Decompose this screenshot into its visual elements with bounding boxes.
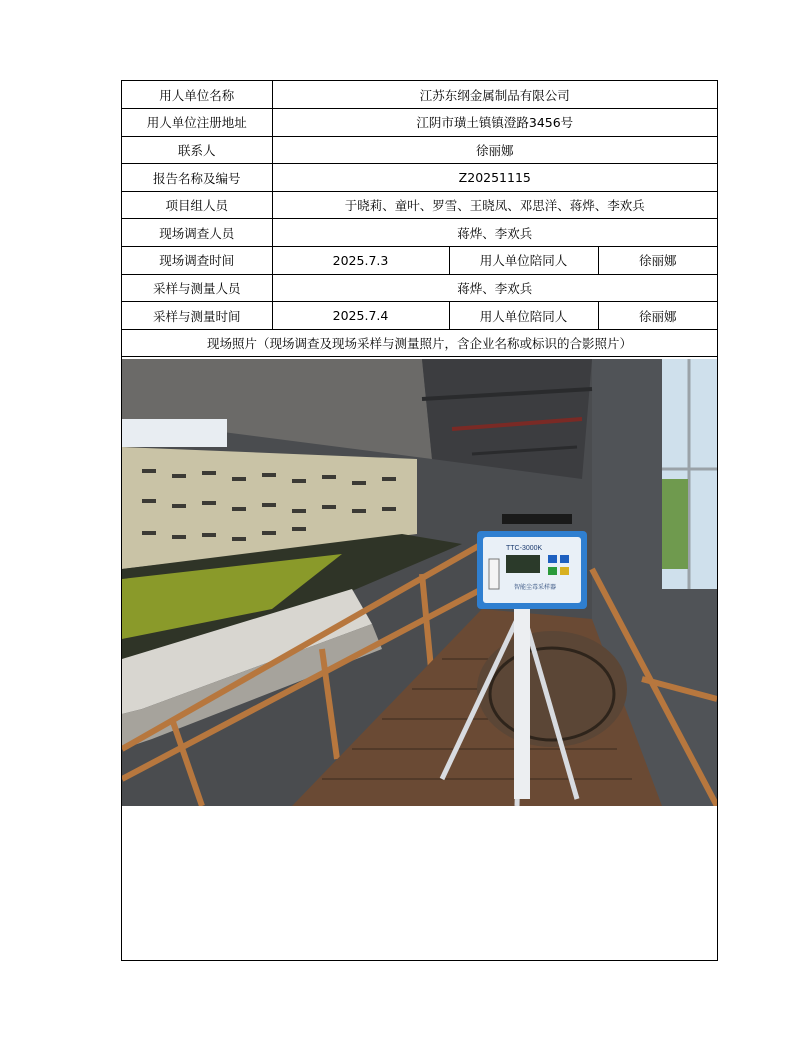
contact-label: 联系人 [122,136,272,164]
row-sampling-staff [122,274,717,302]
row-sampling-time [122,302,717,330]
row-photo-header [122,329,717,357]
sampling-companion-label: 用人单位陪同人 [449,302,598,330]
survey-companion-value: 徐丽娜 [598,247,717,275]
team-value: 于晓莉、童叶、罗雪、王晓凤、邓思洋、蒋烨、李欢兵 [272,191,717,219]
report-no-value: Z20251115 [272,164,717,192]
sampling-staff-label: 采样与测量人员 [122,274,272,302]
row-report-no [122,164,717,192]
device-label: 智能尘毒采样器 [514,584,557,591]
survey-staff-label: 现场调查人员 [122,219,272,247]
sampling-time-label: 采样与测量时间 [122,302,272,330]
contact-value: 徐丽娜 [272,136,717,164]
sampling-staff-value: 蒋烨、李欢兵 [272,274,717,302]
sampling-time-value: 2025.7.4 [272,302,449,330]
report-no-label: 报告名称及编号 [122,164,272,192]
row-contact [122,136,717,164]
survey-companion-label: 用人单位陪同人 [449,247,598,275]
row-unit-name [122,81,717,109]
unit-address-label: 用人单位注册地址 [122,109,272,137]
survey-time-value: 2025.7.3 [272,247,449,275]
unit-name-value: 江苏东纲金属制品有限公司 [272,81,717,109]
sampling-companion-value: 徐丽娜 [598,302,717,330]
row-survey-time [122,247,717,275]
record-sheet [121,80,718,961]
photo-header: 现场照片（现场调查及现场采样与测量照片，含企业名称或标识的合影照片） [122,329,717,357]
row-team [122,191,717,219]
unit-address-value: 江阴市璜土镇镇澄路3456号 [272,109,717,137]
row-survey-staff [122,219,717,247]
device-model: TTC-3000K [506,545,543,552]
info-table [122,81,717,357]
survey-staff-value: 蒋烨、李欢兵 [272,219,717,247]
row-unit-address [122,109,717,137]
window-left [122,419,227,447]
team-label: 项目组人员 [122,191,272,219]
site-photo-illustration [122,359,717,806]
site-photo [122,359,717,806]
survey-time-label: 现场调查时间 [122,247,272,275]
unit-name-label: 用人单位名称 [122,81,272,109]
